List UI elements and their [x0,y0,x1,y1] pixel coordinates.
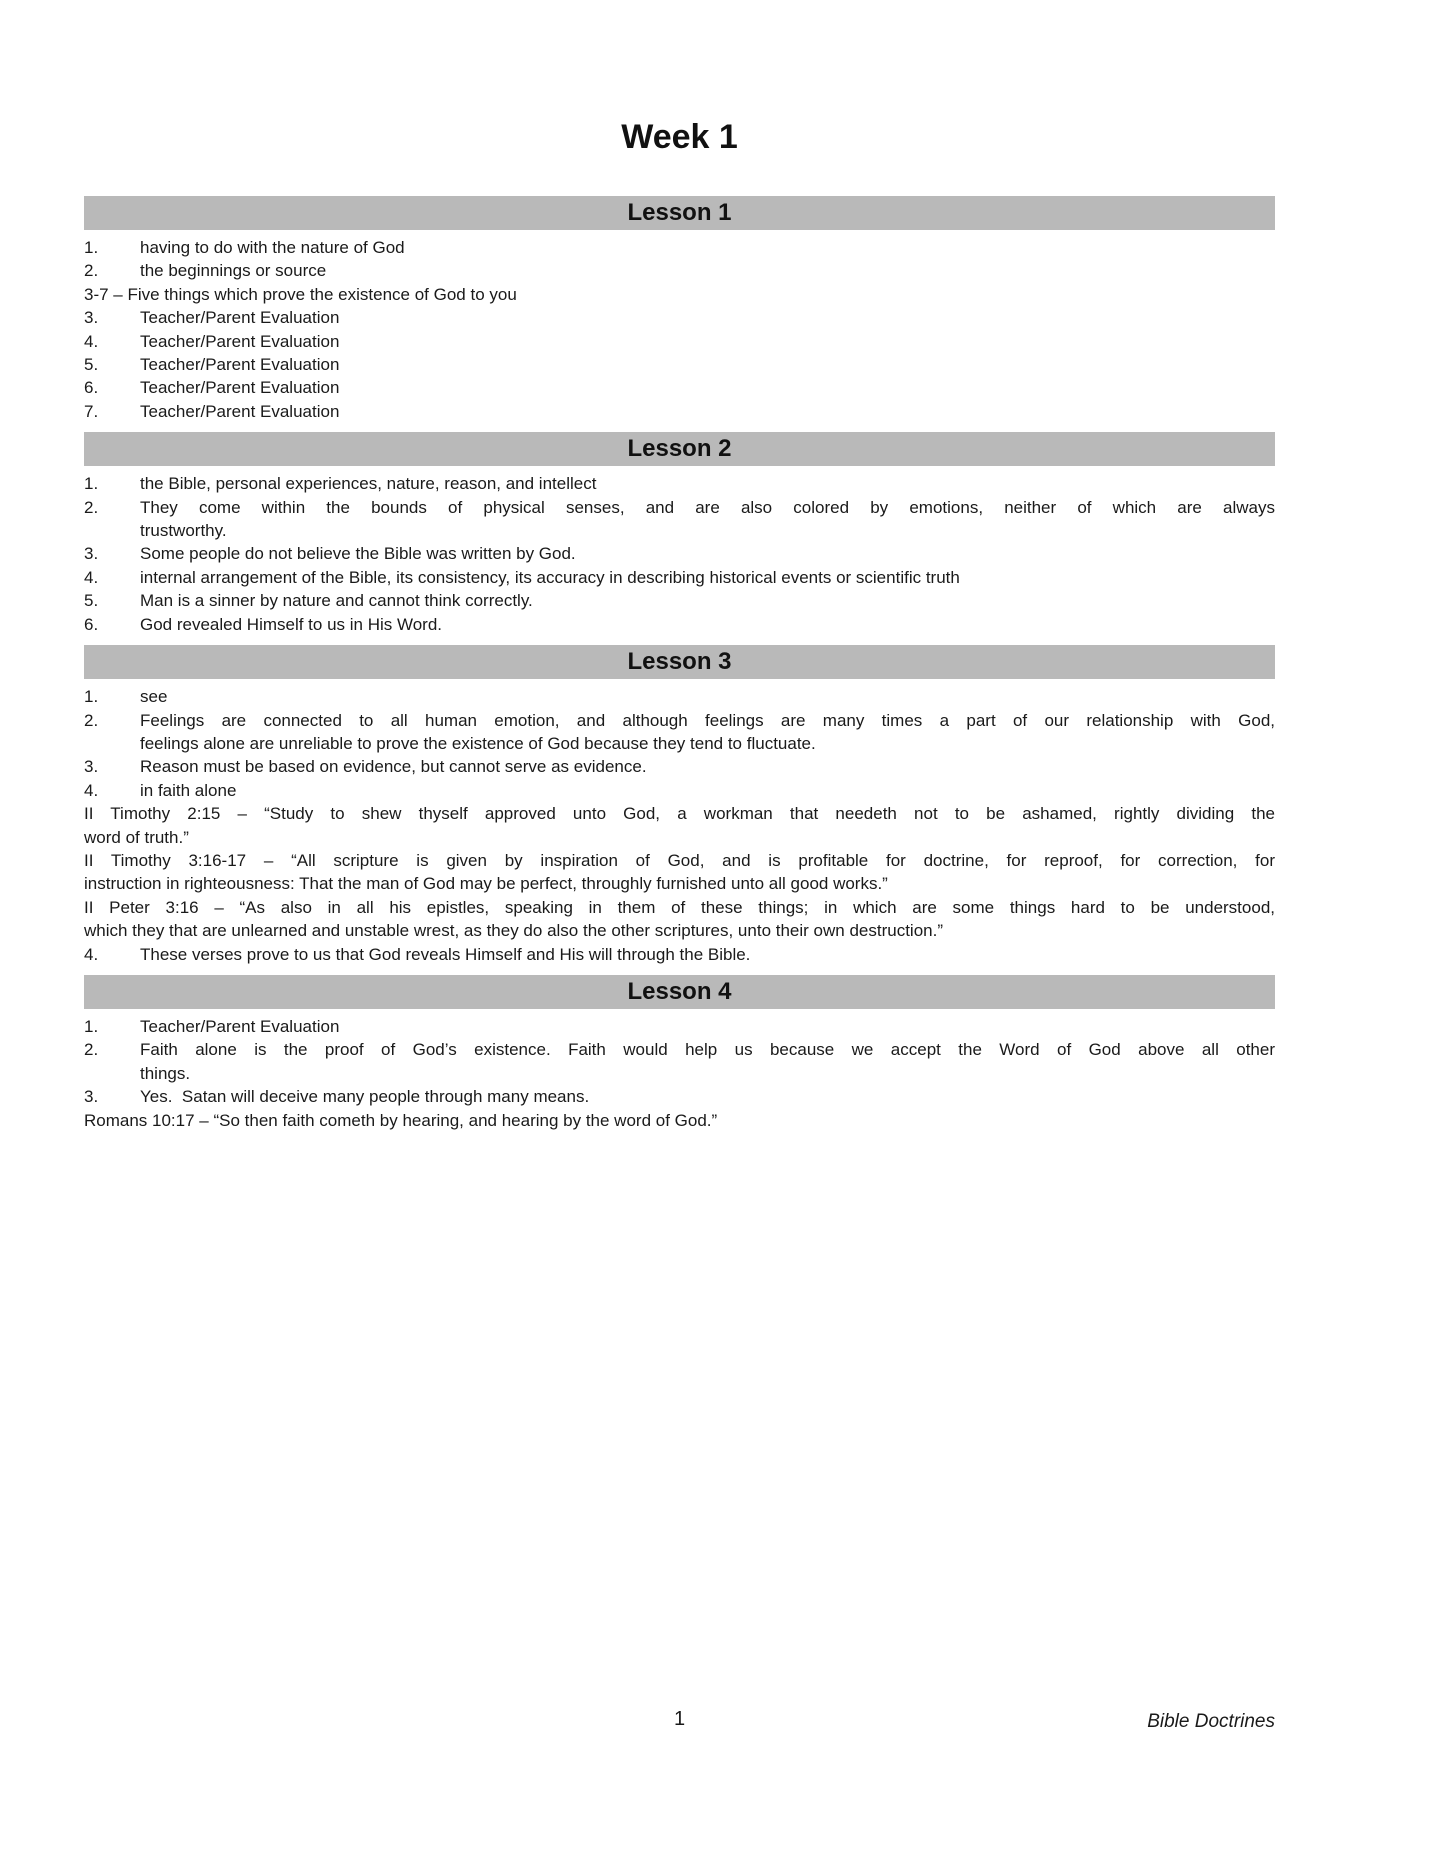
page-title: Week 1 [621,118,738,156]
list-item [84,496,1275,543]
list-item [84,1109,1275,1132]
flush-paragraph [84,802,1275,849]
lesson-section [84,432,1275,645]
item-number: 3. [84,757,99,777]
item-number: 1. [84,238,99,257]
item-line: II Timothy 2:15 – “Study to shew thyself approved unto God, a workman that needeth not to be ashamed, rightly dividing the [84,804,1275,824]
item-text [140,943,1275,966]
item-number: 3. [84,308,99,328]
flush-paragraph [84,896,1275,943]
answer-list [84,230,1275,432]
list-item [84,472,1275,495]
item-line: Some people do not believe the Bible was written by God. [140,544,576,564]
item-line: which they that are unlearned and unstable wrest, as they do also the other scriptures, unto their own destruction.” [84,921,943,941]
item-number: 2. [84,710,99,730]
lesson-header: Lesson 3 [84,645,1275,679]
page-number: 1 [673,1708,686,1730]
list-item [84,306,1275,329]
item-number: 2. [84,261,99,281]
item-line: Teacher/Parent Evaluation [140,308,340,328]
footer-book-title: Bible Doctrines [1147,1711,1275,1732]
flush-paragraph [84,849,1275,896]
item-line: Teacher/Parent Evaluation [140,1016,340,1036]
item-number: 6. [84,614,99,634]
item-number: 2. [84,497,99,517]
list-item [84,709,1275,756]
list-item [84,849,1275,896]
item-line: Teacher/Parent Evaluation [140,355,340,375]
item-number: 5. [84,591,99,611]
flush-paragraph [84,283,1275,306]
item-text [140,1015,1275,1038]
lesson-header: Lesson 1 [84,196,1275,230]
item-line: trustworthy. [140,521,227,541]
item-text [140,259,1275,282]
item-line: They come within the bounds of physical senses, and are also colored by emotions, neither of which are always [140,497,1275,517]
item-line: Teacher/Parent Evaluation [140,378,340,398]
item-number: 5. [84,355,99,375]
list-item [84,685,1275,708]
list-item [84,802,1275,849]
list-item [84,613,1275,636]
answer-list [84,679,1275,975]
item-line: Faith alone is the proof of God’s existence. Faith would help us because we accept the Word of God above all other [140,1040,1275,1060]
answer-list [84,1009,1275,1141]
item-text [140,306,1275,329]
lesson-section [84,645,1275,975]
item-line: instruction in righteousness: That the man of God may be perfect, throughly furnished unto all good works.” [84,874,888,894]
list-item [84,236,1275,259]
item-number: 4. [84,780,99,800]
item-line: II Peter 3:16 – “As also in all his epistles, speaking in them of these things; in which are some things hard to be understood, [84,897,1275,917]
item-line: II Timothy 3:16-17 – “All scripture is given by inspiration of God, and is profitable for doctrine, for reproof, for correction, for [84,850,1275,870]
item-line: word of truth.” [84,827,189,847]
item-text [140,542,1275,565]
lesson-header: Lesson 4 [84,975,1275,1009]
lesson-section [84,975,1275,1141]
item-text [140,330,1275,353]
list-item [84,589,1275,612]
item-number: 4. [84,331,99,351]
list-item [84,542,1275,565]
item-text [140,709,1275,756]
item-line: having to do with the nature of God [140,238,405,257]
item-text [140,236,1275,259]
item-text [140,566,1275,589]
item-line: the Bible, personal experiences, nature, reason, and intellect [140,474,597,494]
item-number: 4. [84,567,99,587]
item-text [140,400,1275,423]
list-item [84,566,1275,589]
list-item [84,376,1275,399]
item-line: feelings alone are unreliable to prove the existence of God because they tend to fluctuate. [140,733,816,753]
list-item [84,283,1275,306]
item-text [140,613,1275,636]
lesson-header: Lesson 2 [84,432,1275,466]
item-line: things. [140,1063,191,1083]
item-number: 6. [84,378,99,398]
item-line: Yes. Satan will deceive many people through many means. [140,1087,590,1107]
item-line: see [140,687,168,707]
list-item [84,259,1275,282]
item-text [140,1085,1275,1108]
item-line: 3-7 – Five things which prove the existence of God to you [84,284,517,304]
item-line: Feelings are connected to all human emotion, and although feelings are many times a part of our relationship with God, [140,710,1275,730]
list-item [84,353,1275,376]
item-text [140,589,1275,612]
item-text [140,779,1275,802]
item-number: 3. [84,544,99,564]
item-number: 1. [84,474,99,494]
item-number: 3. [84,1087,99,1107]
list-item [84,1038,1275,1085]
list-item [84,755,1275,778]
item-text [140,1038,1275,1085]
answer-list [84,466,1275,645]
list-item [84,1015,1275,1038]
item-line: Romans 10:17 – “So then faith cometh by hearing, and hearing by the word of God.” [84,1110,718,1130]
item-number: 1. [84,687,99,707]
item-text [140,376,1275,399]
item-line: the beginnings or source [140,261,327,281]
item-number: 2. [84,1040,99,1060]
item-line: Man is a sinner by nature and cannot think correctly. [140,591,533,611]
list-item [84,400,1275,423]
item-number: 4. [84,944,99,964]
item-line: in faith alone [140,780,237,800]
item-line: Teacher/Parent Evaluation [140,401,340,421]
item-line: These verses prove to us that God reveals Himself and His will through the Bible. [140,944,751,964]
item-line: Reason must be based on evidence, but cannot serve as evidence. [140,757,647,777]
item-text [140,353,1275,376]
item-text [140,685,1275,708]
item-line: God revealed Himself to us in His Word. [140,614,443,634]
item-number: 7. [84,401,99,421]
list-item [84,943,1275,966]
lessons-container [84,196,1275,1141]
list-item [84,330,1275,353]
item-text [140,472,1275,495]
item-number: 1. [84,1016,99,1036]
item-line: Teacher/Parent Evaluation [140,331,340,351]
lesson-section [84,196,1275,432]
item-text [140,755,1275,778]
list-item [84,1085,1275,1108]
item-text [140,496,1275,543]
item-line: internal arrangement of the Bible, its consistency, its accuracy in describing historical events or scientific truth [140,567,960,587]
flush-paragraph [84,1109,1275,1132]
list-item [84,779,1275,802]
list-item [84,896,1275,943]
